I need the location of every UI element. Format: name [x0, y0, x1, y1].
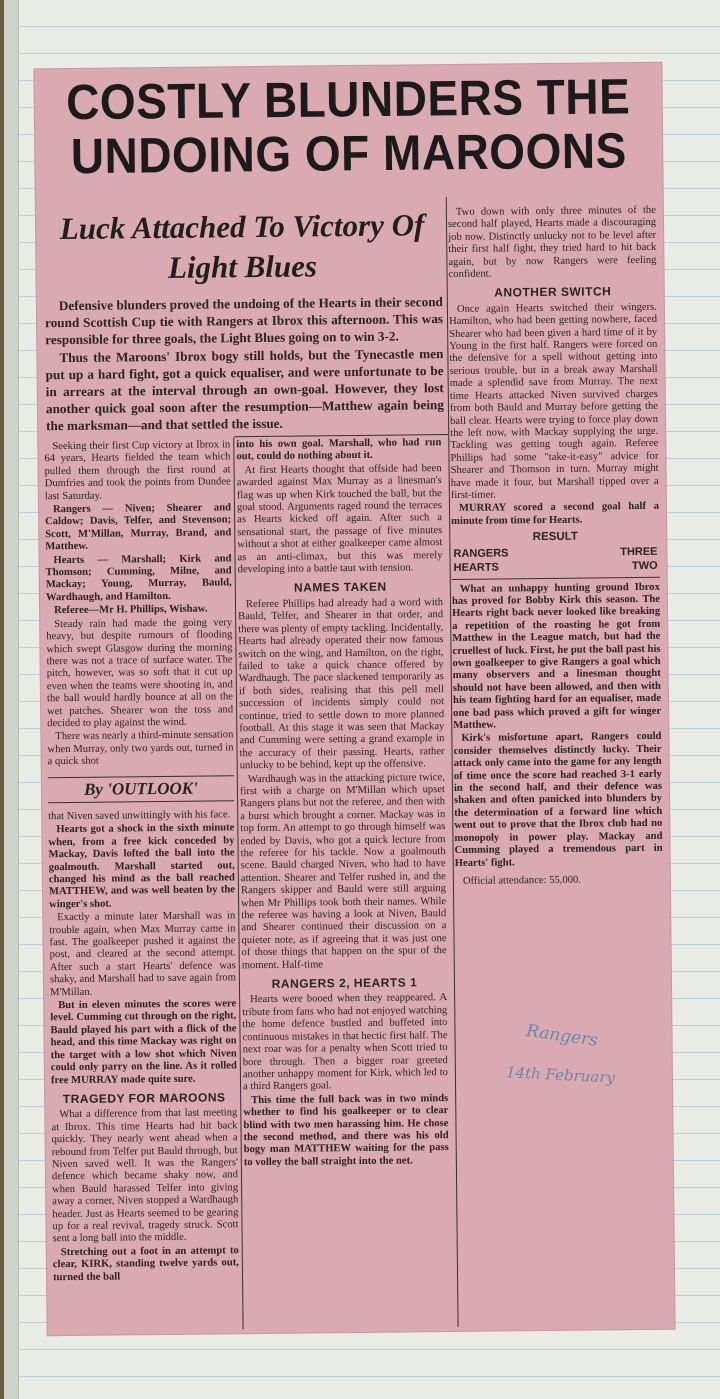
article-paragraph: Steady rain had made the going very heavy, but despite rumours of flooding which swept Glasgow during the morning there was not a trace of surface water. The pitch, however, was so soft that it cut up even when the teams were shooting in, and the ball would hardly bounce at all on the wet patches. Shearer won the toss and decided to play against the wind. [46, 616, 234, 730]
result-rule [452, 576, 660, 579]
article-paragraph: This time the full back was in two minds whether to find his goalkeeper or to clear blind with two men harassing him. He chose the second method, and there was his old bogy man MATTHEW waiting for the pass to volley the ball straight into the net. [243, 1092, 449, 1168]
section-heading: NAMES TAKEN [293, 580, 387, 596]
article-paragraph: into his own goal. Marshall, who had run out, could do nothing about it. [236, 437, 442, 463]
result-heading: RESULT [532, 530, 578, 544]
article-paragraph: What an unhappy hunting ground Ibrox has proved for Bobby Kirk this season. The Hearts right back never looked like breaking a repetition of the roasting he got from Matthew in the League match, but had the cruellest of luck. First, he put the ball past his own goalkeeper to give Rangers a goal which many observers and a linesman thought should not have been allowed, and then with his team fighting hard for an equaliser, made one bad pass which proved a gift for winger Matthew. [451, 581, 662, 731]
handwritten-note: Rangers [524, 1021, 600, 1051]
result-score: THREE [620, 545, 658, 558]
handwritten-date: 14th February [505, 1063, 616, 1087]
article-paragraph: At first Hearts thought that offside had been awarded against Max Murray as a linesman's flag was up when Kirk touched the ball, but the goal stood. Arguments raged round the terraces as Hearts kicked off again. After such a sensational start, the passage of five minutes without a shot at either goalkeeper came almost as an anti-climax, but this was merely developing into a battle taut with tension. [236, 462, 443, 576]
referee-line: Referee—Mr H. Phillips, Wishaw. [54, 603, 208, 617]
hearts-team-line: Hearts — Marshall; Kirk and Thomson; Cumming, Milne, and Mackay; Young, Murray, Bauld, Wardhaugh, and Hamilton. [45, 552, 232, 604]
result-team: HEARTS [453, 561, 499, 574]
result-score: TWO [631, 559, 658, 572]
result-row [452, 558, 660, 574]
article-paragraph: Once again Hearts switched their wingers. Hamilton, who had been getting nowhere, faced Shearer who had been given a hard time of it by Young in the first half. Rangers were forced on the defensive for a spell without getting into serious trouble, but in a break away Marshall made a splendid save from Murray. The next time Hearts attacked Niven survived charges from both Bauld and Murray before getting the ball clear. Hearts were trying to force play down the left now, with Mackay supplying the urge. Tackling was getting tough again. Referee Phillips had some "take-it-easy" advice for Shearer and Thomson in turn. Murray might have made it four, but Marshall tipped over a first-timer. [448, 301, 659, 501]
intro-paragraph: Thus the Maroons' Ibrox bogy still holds, but the Tynecastle men put up a hard fight, got a quick equaliser, and were unfortunate to be in arrears at the interval through an own-goal. However, they lost another quick goal soon after the resumption—Matthew again being the marksman—and that settled the issue. [45, 346, 444, 434]
article-paragraph: There was nearly a third-minute sensation when Murray, only two yards out, turned in a quick shot [47, 729, 234, 768]
article-paragraph: Two down with only three minutes of the second half played, Hearts made a discouraging job now. Distinctly unlucky not to be level after their first half fight, they tried hard to hit back again, but by now Rangers were feeling confident. [447, 204, 657, 281]
newspaper-clipping [34, 63, 674, 1335]
article-paragraph: Exactly a minute later Marshall was in trouble again, when Max Murray came in fast. The goalkeeper pushed it against the post, and cleared at the second attempt. After such a start Hearts' defence was shaky, and Marshall had to save again from M'Millan. [49, 910, 236, 998]
intro-paragraph: Defensive blunders proved the undoing of the Hearts in their second round Scottish Cup tie with Rangers at Ibrox this afternoon. This was responsible for three goals, the Light Blues going on to win 3-2. [44, 294, 444, 348]
headline: COSTLY BLUNDERS THE UNDOING OF MAROONS [65, 68, 631, 185]
section-heading: RANGERS 2, HEARTS 1 [271, 975, 418, 991]
article-paragraph: But in eleven minutes the scores were level. Cumming cut through on the right, Bauld played his part with a flick of the head, and this time Mackay was right on the target with a low shot which Niven could only parry on the line. As it rolled free MURRAY made quite sure. [50, 998, 237, 1086]
article-paragraph: Hearts were booed when they reappeared. A tribute from fans who had not enjoyed watching the home defence bustled and buffeted into continuous mistakes in that hectic first half. The next roar was for a penalty when Scott tried to bore through. Then a bigger roar greeted another unhappy moment for Kirk, which led to a third Rangers goal. [242, 992, 448, 1093]
subheadline: Luck Attached To Victory Of Light Blues [59, 207, 425, 285]
intro-paragraphs [45, 293, 444, 435]
article-paragraph: Seeking their first Cup victory at Ibrox in 64 years, Hearts fielded the team which pulled them through the first round at Dumfries and took the points from Dundee last Saturday. [44, 439, 231, 502]
page-binding [4, 0, 19, 1399]
column-1 [44, 439, 239, 1285]
article-paragraph: What a difference from that last meeting at Ibrox. This time Hearts had hit back quickly. They nearly went ahead when a rebound from Telfer put Bauld through, but Niven saved well. It was the Rangers' defence which became shaky now, and when Bauld harassed Telfer into giving away a corner, Niven stopped a Wardhaugh header. Just as Hearts seemed to be gearing up for a real revival, tragedy struck. Scott sent a long ball into the middle. [51, 1107, 239, 1245]
attendance-line: Official attendance: 55,000. [462, 874, 582, 887]
article-paragraph: Wardhaugh was in the attacking picture twice, first with a charge on M'Millan which upset Rangers plans but not the referee, and then with a burst which brought a corner. Mackay was in top form. An attempt to go through himself was ended by Davis, who got a quick lecture from the referee for his tackle. Now a goalmouth scene. Bauld charged Niven, who had to have attention. Shearer and Telfer rushed in, and the Rangers skipper and Bauld were still arguing when Mr Phillips took both their names. While the referee was having a look at Niven, Bauld and Shearer continued their discussion on a quieter note, as if agreeing that it was just one of those things that happen on the spur of the moment. Half-time [239, 771, 447, 971]
article-paragraph: that Niven saved unwittingly with his face. [48, 809, 231, 823]
scrapbook-page [4, 0, 720, 1399]
section-heading: ANOTHER SWITCH [494, 284, 612, 300]
section-heading: TRAGEDY FOR MAROONS [62, 1090, 226, 1106]
article-paragraph: MURRAY scored a second goal half a minute from time for Hearts. [451, 501, 660, 527]
result-team: RANGERS [453, 546, 509, 560]
result-row [451, 544, 659, 560]
article-paragraph: Stretching out a foot in an attempt to clear, KIRK, standing twelve yards out, turned the ball [52, 1245, 239, 1283]
article-paragraph: Hearts got a shock in the sixth minute when, from a free kick conceded by Mackay, Davis lofted the ball into the goalmouth. Marshall started out, changed his mind as the ball reached MATTHEW, and was well beaten by the winger's shot. [48, 822, 236, 911]
article-paragraph: Referee Phillips had already had a word with Bauld, Telfer, and Shearer in that order, and there was plenty of empty tackling. Incidentally, Hearts had already operated their now famous switch on the wing, and Hamilton, on the right, failed to take a quick chance offered by Wardhaugh. The pace slackened temporarily as if both sides, realising that this pell mell succession of incidents simply could not continue, tried to settle down to more planned football. At this stage it was seen that Mackay and Cumming were setting a grand example in the accuracy of their passing. Hearts, rather unlucky to be behind, kept up the offensive. [238, 596, 445, 772]
article-paragraph: Kirk's misfortune apart, Rangers could consider themselves distinctly lucky. Their attack only came into the game for any length of time once the score had reached 3-1 early in the second half, and their defence was shaken and often panicked into blunders by the determination of a forward line which went out to prove that the Ibrox club had no monopoly in power play. Mackay and Cumming played a tremendous part in Hearts' fight. [453, 731, 663, 869]
byline: By 'OUTLOOK' [48, 775, 234, 803]
column-3 [448, 205, 663, 888]
rangers-team-line: Rangers — Niven; Shearer and Caldow; Davis, Telfer, and Stevenson; Scott, M'Millan, Murray, Brand, and Matthew. [45, 502, 232, 553]
column-2 [236, 437, 449, 1170]
